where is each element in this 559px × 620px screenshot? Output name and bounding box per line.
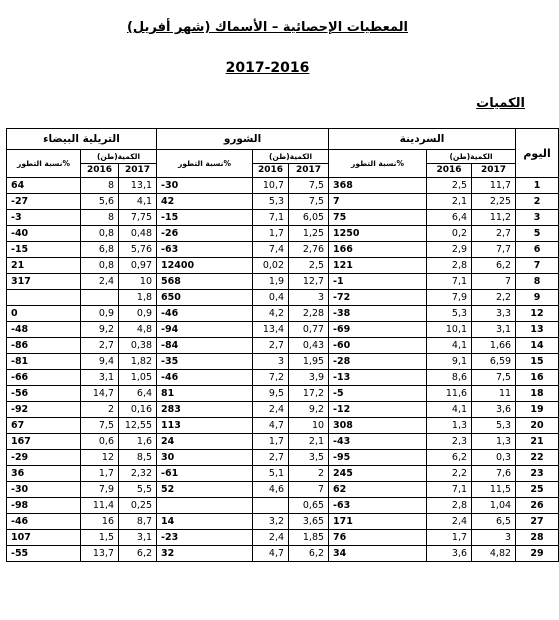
- horse-mackerel-2016-cell: 4,2: [253, 306, 289, 322]
- sardine-2016-cell: 8,6: [427, 370, 472, 386]
- horse-mackerel-2016-cell: 1,7: [253, 434, 289, 450]
- horse-mackerel-pct-cell: 81: [157, 386, 253, 402]
- trevally-2017-cell: 1,8: [119, 290, 157, 306]
- trevally-pct-cell: 107: [7, 530, 81, 546]
- horse-mackerel-2017-cell: 12,7: [289, 274, 329, 290]
- trevally-2017-cell: 6,4: [119, 386, 157, 402]
- sardine-pct-cell: 75: [329, 210, 427, 226]
- table-row: [7, 194, 559, 210]
- sardine-2016-cell: 2,4: [427, 514, 472, 530]
- section-title: الكميات: [476, 96, 525, 111]
- horse-mackerel-2017-cell: 0,43: [289, 338, 329, 354]
- table-row: [7, 402, 559, 418]
- trevally-2016-cell: 16: [81, 514, 119, 530]
- sardine-2016-cell: 2,9: [427, 242, 472, 258]
- horse-mackerel-pct-cell: -84: [157, 338, 253, 354]
- table-row: [7, 306, 559, 322]
- horse-mackerel-pct-cell: 32: [157, 546, 253, 562]
- trevally-pct-cell: -56: [7, 386, 81, 402]
- horse-mackerel-2016-cell: 5,1: [253, 466, 289, 482]
- trevally-pct-cell: 67: [7, 418, 81, 434]
- horse-mackerel-2017-cell: 0,65: [289, 498, 329, 514]
- trevally-pct-cell: -66: [7, 370, 81, 386]
- table-row: [7, 482, 559, 498]
- trevally-2017-cell: 13,1: [119, 178, 157, 194]
- sardine-2016-cell: 2,2: [427, 466, 472, 482]
- trevally-2017-cell: 10: [119, 274, 157, 290]
- horse-mackerel-2017-cell: 7,5: [289, 194, 329, 210]
- day-cell: 28: [516, 530, 559, 546]
- sardine-2017-cell: 11,5: [472, 482, 516, 498]
- horse-mackerel-2016-cell: 5,3: [253, 194, 289, 210]
- trevally-2016-cell: 0,8: [81, 258, 119, 274]
- trevally-2016-cell: 11,4: [81, 498, 119, 514]
- sardine-2016-cell: 4,1: [427, 402, 472, 418]
- trevally-pct-cell: 317: [7, 274, 81, 290]
- sardine-2017-cell: 3,1: [472, 322, 516, 338]
- sardine-2017-cell: 1,3: [472, 434, 516, 450]
- sardine-2017-cell: 0,3: [472, 450, 516, 466]
- horse-mackerel-pct-cell: 14: [157, 514, 253, 530]
- sardine-2017-cell: 2,25: [472, 194, 516, 210]
- day-cell: 15: [516, 354, 559, 370]
- trevally-2016-cell: 1,5: [81, 530, 119, 546]
- sardine-2016-cell: 2,1: [427, 194, 472, 210]
- table-row: [7, 322, 559, 338]
- trevally-2017-cell: 0,48: [119, 226, 157, 242]
- trevally-2016-cell: 0,8: [81, 226, 119, 242]
- table-row: [7, 466, 559, 482]
- qty-header: الكمية(طن): [427, 150, 516, 164]
- horse-mackerel-2017-cell: 2: [289, 466, 329, 482]
- day-header: اليوم: [516, 129, 559, 178]
- group-header-horse-mackerel: الشورو: [157, 129, 329, 150]
- horse-mackerel-2016-cell: [253, 498, 289, 514]
- trevally-2016-cell: 8: [81, 210, 119, 226]
- trevally-2017-cell: 0,25: [119, 498, 157, 514]
- horse-mackerel-pct-cell: 568: [157, 274, 253, 290]
- trevally-2016-cell: 2,7: [81, 338, 119, 354]
- day-cell: 8: [516, 274, 559, 290]
- trevally-pct-cell: 21: [7, 258, 81, 274]
- trevally-2017-cell: 0,38: [119, 338, 157, 354]
- day-cell: 14: [516, 338, 559, 354]
- sardine-pct-cell: 245: [329, 466, 427, 482]
- day-cell: 26: [516, 498, 559, 514]
- trevally-pct-cell: -48: [7, 322, 81, 338]
- day-cell: 6: [516, 242, 559, 258]
- sardine-pct-cell: -5: [329, 386, 427, 402]
- table-row: [7, 450, 559, 466]
- trevally-pct-cell: -15: [7, 242, 81, 258]
- sardine-2017-cell: 2,7: [472, 226, 516, 242]
- sardine-pct-cell: -60: [329, 338, 427, 354]
- sardine-pct-cell: 76: [329, 530, 427, 546]
- horse-mackerel-2017-cell: 6,05: [289, 210, 329, 226]
- sardine-2017-cell: 11: [472, 386, 516, 402]
- trevally-pct-cell: 0: [7, 306, 81, 322]
- sardine-2017-cell: 6,5: [472, 514, 516, 530]
- sardine-2017-cell: 3: [472, 530, 516, 546]
- trevally-2017-cell: 4,8: [119, 322, 157, 338]
- sardine-2016-cell: 1,7: [427, 530, 472, 546]
- table-row: [7, 354, 559, 370]
- trevally-pct-cell: 36: [7, 466, 81, 482]
- sardine-pct-cell: -38: [329, 306, 427, 322]
- trevally-2017-cell: 8,5: [119, 450, 157, 466]
- trevally-2017-cell: 5,5: [119, 482, 157, 498]
- sardine-pct-cell: -13: [329, 370, 427, 386]
- sardine-2016-cell: 11,6: [427, 386, 472, 402]
- sardine-2016-cell: 2,8: [427, 498, 472, 514]
- day-cell: 23: [516, 466, 559, 482]
- table-row: [7, 210, 559, 226]
- horse-mackerel-2016-cell: 13,4: [253, 322, 289, 338]
- trevally-pct-cell: -30: [7, 482, 81, 498]
- trevally-2016-cell: 1,7: [81, 466, 119, 482]
- sardine-2016-cell: 1,3: [427, 418, 472, 434]
- sardine-pct-cell: -95: [329, 450, 427, 466]
- horse-mackerel-2017-cell: 1,95: [289, 354, 329, 370]
- page-title: المعطيات الإحصائية – الأسماك (شهر أفريل): [126, 20, 408, 35]
- sardine-2017-cell: 2,2: [472, 290, 516, 306]
- day-cell: 3: [516, 210, 559, 226]
- sardine-2017-cell: 11,7: [472, 178, 516, 194]
- trevally-pct-cell: 64: [7, 178, 81, 194]
- horse-mackerel-2016-cell: 2,4: [253, 402, 289, 418]
- table-row: [7, 418, 559, 434]
- horse-mackerel-2016-cell: 7,4: [253, 242, 289, 258]
- table-row: [7, 290, 559, 306]
- horse-mackerel-2016-cell: 10,7: [253, 178, 289, 194]
- sardine-2016-cell: 6,4: [427, 210, 472, 226]
- horse-mackerel-2016-cell: 1,9: [253, 274, 289, 290]
- day-cell: 16: [516, 370, 559, 386]
- sardine-pct-cell: -12: [329, 402, 427, 418]
- horse-mackerel-2016-cell: 3,2: [253, 514, 289, 530]
- sardine-2017-cell: 3,6: [472, 402, 516, 418]
- trevally-pct-cell: -92: [7, 402, 81, 418]
- day-cell: 18: [516, 386, 559, 402]
- horse-mackerel-pct-cell: -30: [157, 178, 253, 194]
- sardine-2016-cell: 6,2: [427, 450, 472, 466]
- horse-mackerel-2017-cell: 2,1: [289, 434, 329, 450]
- table-row: [7, 274, 559, 290]
- trevally-2017-cell: 8,7: [119, 514, 157, 530]
- trevally-2016-cell: 14,7: [81, 386, 119, 402]
- trevally-2017-cell: 5,76: [119, 242, 157, 258]
- horse-mackerel-pct-cell: -94: [157, 322, 253, 338]
- day-cell: 20: [516, 418, 559, 434]
- horse-mackerel-pct-cell: 113: [157, 418, 253, 434]
- horse-mackerel-2017-cell: 1,85: [289, 530, 329, 546]
- trevally-2016-cell: 8: [81, 178, 119, 194]
- trevally-2017-cell: 7,75: [119, 210, 157, 226]
- year-2017-header: 2017: [472, 164, 516, 178]
- sardine-2017-cell: 11,2: [472, 210, 516, 226]
- years-title: 2017-2016: [225, 60, 310, 76]
- year-2016-header: 2016: [81, 164, 119, 178]
- sardine-2017-cell: 1,04: [472, 498, 516, 514]
- sardine-2016-cell: 7,1: [427, 482, 472, 498]
- trevally-2017-cell: 4,1: [119, 194, 157, 210]
- horse-mackerel-2016-cell: 9,5: [253, 386, 289, 402]
- horse-mackerel-pct-cell: -15: [157, 210, 253, 226]
- trevally-2016-cell: 0,6: [81, 434, 119, 450]
- table-row: [7, 178, 559, 194]
- horse-mackerel-pct-cell: 283: [157, 402, 253, 418]
- year-2017-header: 2017: [119, 164, 157, 178]
- day-cell: 22: [516, 450, 559, 466]
- sardine-2016-cell: 10,1: [427, 322, 472, 338]
- horse-mackerel-2016-cell: 2,7: [253, 450, 289, 466]
- trevally-pct-cell: -81: [7, 354, 81, 370]
- horse-mackerel-pct-cell: -63: [157, 242, 253, 258]
- sardine-2016-cell: 2,5: [427, 178, 472, 194]
- trevally-2017-cell: 1,82: [119, 354, 157, 370]
- sardine-2016-cell: 4,1: [427, 338, 472, 354]
- horse-mackerel-pct-cell: 52: [157, 482, 253, 498]
- sardine-pct-cell: 34: [329, 546, 427, 562]
- trevally-pct-cell: [7, 290, 81, 306]
- sardine-2017-cell: 7: [472, 274, 516, 290]
- pct-header: نسبة التطور%: [157, 150, 253, 178]
- horse-mackerel-pct-cell: -61: [157, 466, 253, 482]
- sardine-2016-cell: 2,3: [427, 434, 472, 450]
- horse-mackerel-2017-cell: 3,5: [289, 450, 329, 466]
- sardine-2016-cell: 7,9: [427, 290, 472, 306]
- trevally-2016-cell: 2,4: [81, 274, 119, 290]
- qty-header: الكمية(طن): [253, 150, 329, 164]
- sardine-2017-cell: 5,3: [472, 418, 516, 434]
- trevally-pct-cell: -40: [7, 226, 81, 242]
- day-cell: 1: [516, 178, 559, 194]
- sardine-2017-cell: 3,3: [472, 306, 516, 322]
- sardine-pct-cell: 121: [329, 258, 427, 274]
- trevally-pct-cell: -55: [7, 546, 81, 562]
- day-cell: 25: [516, 482, 559, 498]
- trevally-2016-cell: 5,6: [81, 194, 119, 210]
- sardine-pct-cell: -28: [329, 354, 427, 370]
- sardine-pct-cell: -63: [329, 498, 427, 514]
- trevally-2017-cell: 1,05: [119, 370, 157, 386]
- trevally-pct-cell: -27: [7, 194, 81, 210]
- horse-mackerel-2016-cell: 4,6: [253, 482, 289, 498]
- horse-mackerel-2017-cell: 9,2: [289, 402, 329, 418]
- trevally-pct-cell: 167: [7, 434, 81, 450]
- horse-mackerel-pct-cell: 650: [157, 290, 253, 306]
- trevally-2016-cell: [81, 290, 119, 306]
- horse-mackerel-pct-cell: -35: [157, 354, 253, 370]
- trevally-2016-cell: 2: [81, 402, 119, 418]
- trevally-2017-cell: 1,6: [119, 434, 157, 450]
- horse-mackerel-2016-cell: 4,7: [253, 546, 289, 562]
- horse-mackerel-2017-cell: 3: [289, 290, 329, 306]
- trevally-2016-cell: 0,9: [81, 306, 119, 322]
- trevally-pct-cell: -98: [7, 498, 81, 514]
- day-cell: 13: [516, 322, 559, 338]
- trevally-2017-cell: 0,16: [119, 402, 157, 418]
- sardine-pct-cell: 308: [329, 418, 427, 434]
- sardine-2016-cell: 5,3: [427, 306, 472, 322]
- sardine-2016-cell: 3,6: [427, 546, 472, 562]
- sardine-2017-cell: 6,2: [472, 258, 516, 274]
- horse-mackerel-2017-cell: 17,2: [289, 386, 329, 402]
- qty-header: الكمية(طن): [81, 150, 157, 164]
- day-cell: 27: [516, 514, 559, 530]
- table-row: [7, 530, 559, 546]
- trevally-2016-cell: 7,9: [81, 482, 119, 498]
- table-row: [7, 370, 559, 386]
- horse-mackerel-2016-cell: 7,2: [253, 370, 289, 386]
- sardine-2017-cell: 4,82: [472, 546, 516, 562]
- day-cell: 9: [516, 290, 559, 306]
- horse-mackerel-2017-cell: 10: [289, 418, 329, 434]
- sardine-2017-cell: 7,6: [472, 466, 516, 482]
- trevally-pct-cell: -86: [7, 338, 81, 354]
- horse-mackerel-pct-cell: [157, 498, 253, 514]
- sardine-pct-cell: -69: [329, 322, 427, 338]
- sardine-pct-cell: -72: [329, 290, 427, 306]
- horse-mackerel-pct-cell: 24: [157, 434, 253, 450]
- trevally-2017-cell: 2,32: [119, 466, 157, 482]
- horse-mackerel-2016-cell: 7,1: [253, 210, 289, 226]
- sardine-2016-cell: 7,1: [427, 274, 472, 290]
- sardine-pct-cell: -43: [329, 434, 427, 450]
- sardine-2016-cell: 9,1: [427, 354, 472, 370]
- horse-mackerel-pct-cell: 12400: [157, 258, 253, 274]
- table-row: [7, 498, 559, 514]
- day-cell: 7: [516, 258, 559, 274]
- group-header-white-trevally: التريلية البيضاء: [7, 129, 157, 150]
- horse-mackerel-pct-cell: -26: [157, 226, 253, 242]
- trevally-2016-cell: 7,5: [81, 418, 119, 434]
- table-row: [7, 386, 559, 402]
- day-cell: 21: [516, 434, 559, 450]
- sardine-2016-cell: 2,8: [427, 258, 472, 274]
- trevally-2016-cell: 12: [81, 450, 119, 466]
- trevally-2016-cell: 6,8: [81, 242, 119, 258]
- horse-mackerel-2017-cell: 3,9: [289, 370, 329, 386]
- horse-mackerel-pct-cell: -46: [157, 306, 253, 322]
- quantities-table: [6, 128, 559, 562]
- horse-mackerel-2017-cell: 7: [289, 482, 329, 498]
- sardine-2017-cell: 7,7: [472, 242, 516, 258]
- day-cell: 12: [516, 306, 559, 322]
- table-row: [7, 514, 559, 530]
- trevally-2016-cell: 9,2: [81, 322, 119, 338]
- horse-mackerel-2016-cell: 2,7: [253, 338, 289, 354]
- day-cell: 5: [516, 226, 559, 242]
- horse-mackerel-2016-cell: 3: [253, 354, 289, 370]
- table-row: [7, 258, 559, 274]
- table-row: [7, 242, 559, 258]
- year-2016-header: 2016: [253, 164, 289, 178]
- horse-mackerel-2017-cell: 2,76: [289, 242, 329, 258]
- horse-mackerel-2017-cell: 1,25: [289, 226, 329, 242]
- day-cell: 2: [516, 194, 559, 210]
- year-2017-header: 2017: [289, 164, 329, 178]
- horse-mackerel-2017-cell: 0,77: [289, 322, 329, 338]
- horse-mackerel-pct-cell: 30: [157, 450, 253, 466]
- trevally-pct-cell: -29: [7, 450, 81, 466]
- trevally-2017-cell: 6,2: [119, 546, 157, 562]
- sardine-pct-cell: 7: [329, 194, 427, 210]
- table-row: [7, 434, 559, 450]
- group-header-sardine: السردينة: [329, 129, 516, 150]
- sardine-pct-cell: 171: [329, 514, 427, 530]
- horse-mackerel-2016-cell: 2,4: [253, 530, 289, 546]
- pct-header: نسبة التطور%: [7, 150, 81, 178]
- horse-mackerel-2016-cell: 1,7: [253, 226, 289, 242]
- trevally-pct-cell: -3: [7, 210, 81, 226]
- sardine-pct-cell: -1: [329, 274, 427, 290]
- trevally-2016-cell: 13,7: [81, 546, 119, 562]
- horse-mackerel-pct-cell: -46: [157, 370, 253, 386]
- horse-mackerel-2016-cell: 0,4: [253, 290, 289, 306]
- sardine-2017-cell: 1,66: [472, 338, 516, 354]
- sardine-pct-cell: 368: [329, 178, 427, 194]
- sardine-pct-cell: 62: [329, 482, 427, 498]
- trevally-2016-cell: 9,4: [81, 354, 119, 370]
- horse-mackerel-2017-cell: 2,5: [289, 258, 329, 274]
- horse-mackerel-2017-cell: 7,5: [289, 178, 329, 194]
- day-cell: 29: [516, 546, 559, 562]
- sardine-2016-cell: 0,2: [427, 226, 472, 242]
- table-row: [7, 226, 559, 242]
- horse-mackerel-2016-cell: 0,02: [253, 258, 289, 274]
- year-2016-header: 2016: [427, 164, 472, 178]
- pct-header: نسبة التطور%: [329, 150, 427, 178]
- trevally-2016-cell: 3,1: [81, 370, 119, 386]
- trevally-pct-cell: -46: [7, 514, 81, 530]
- table-row: [7, 546, 559, 562]
- horse-mackerel-2017-cell: 3,65: [289, 514, 329, 530]
- horse-mackerel-2016-cell: 4,7: [253, 418, 289, 434]
- trevally-2017-cell: 12,55: [119, 418, 157, 434]
- trevally-2017-cell: 0,97: [119, 258, 157, 274]
- horse-mackerel-2017-cell: 2,28: [289, 306, 329, 322]
- horse-mackerel-pct-cell: 42: [157, 194, 253, 210]
- sardine-pct-cell: 166: [329, 242, 427, 258]
- day-cell: 19: [516, 402, 559, 418]
- horse-mackerel-2017-cell: 6,2: [289, 546, 329, 562]
- trevally-2017-cell: 0,9: [119, 306, 157, 322]
- trevally-2017-cell: 3,1: [119, 530, 157, 546]
- sardine-pct-cell: 1250: [329, 226, 427, 242]
- sardine-2017-cell: 7,5: [472, 370, 516, 386]
- horse-mackerel-pct-cell: -23: [157, 530, 253, 546]
- table-row: [7, 338, 559, 354]
- sardine-2017-cell: 6,59: [472, 354, 516, 370]
